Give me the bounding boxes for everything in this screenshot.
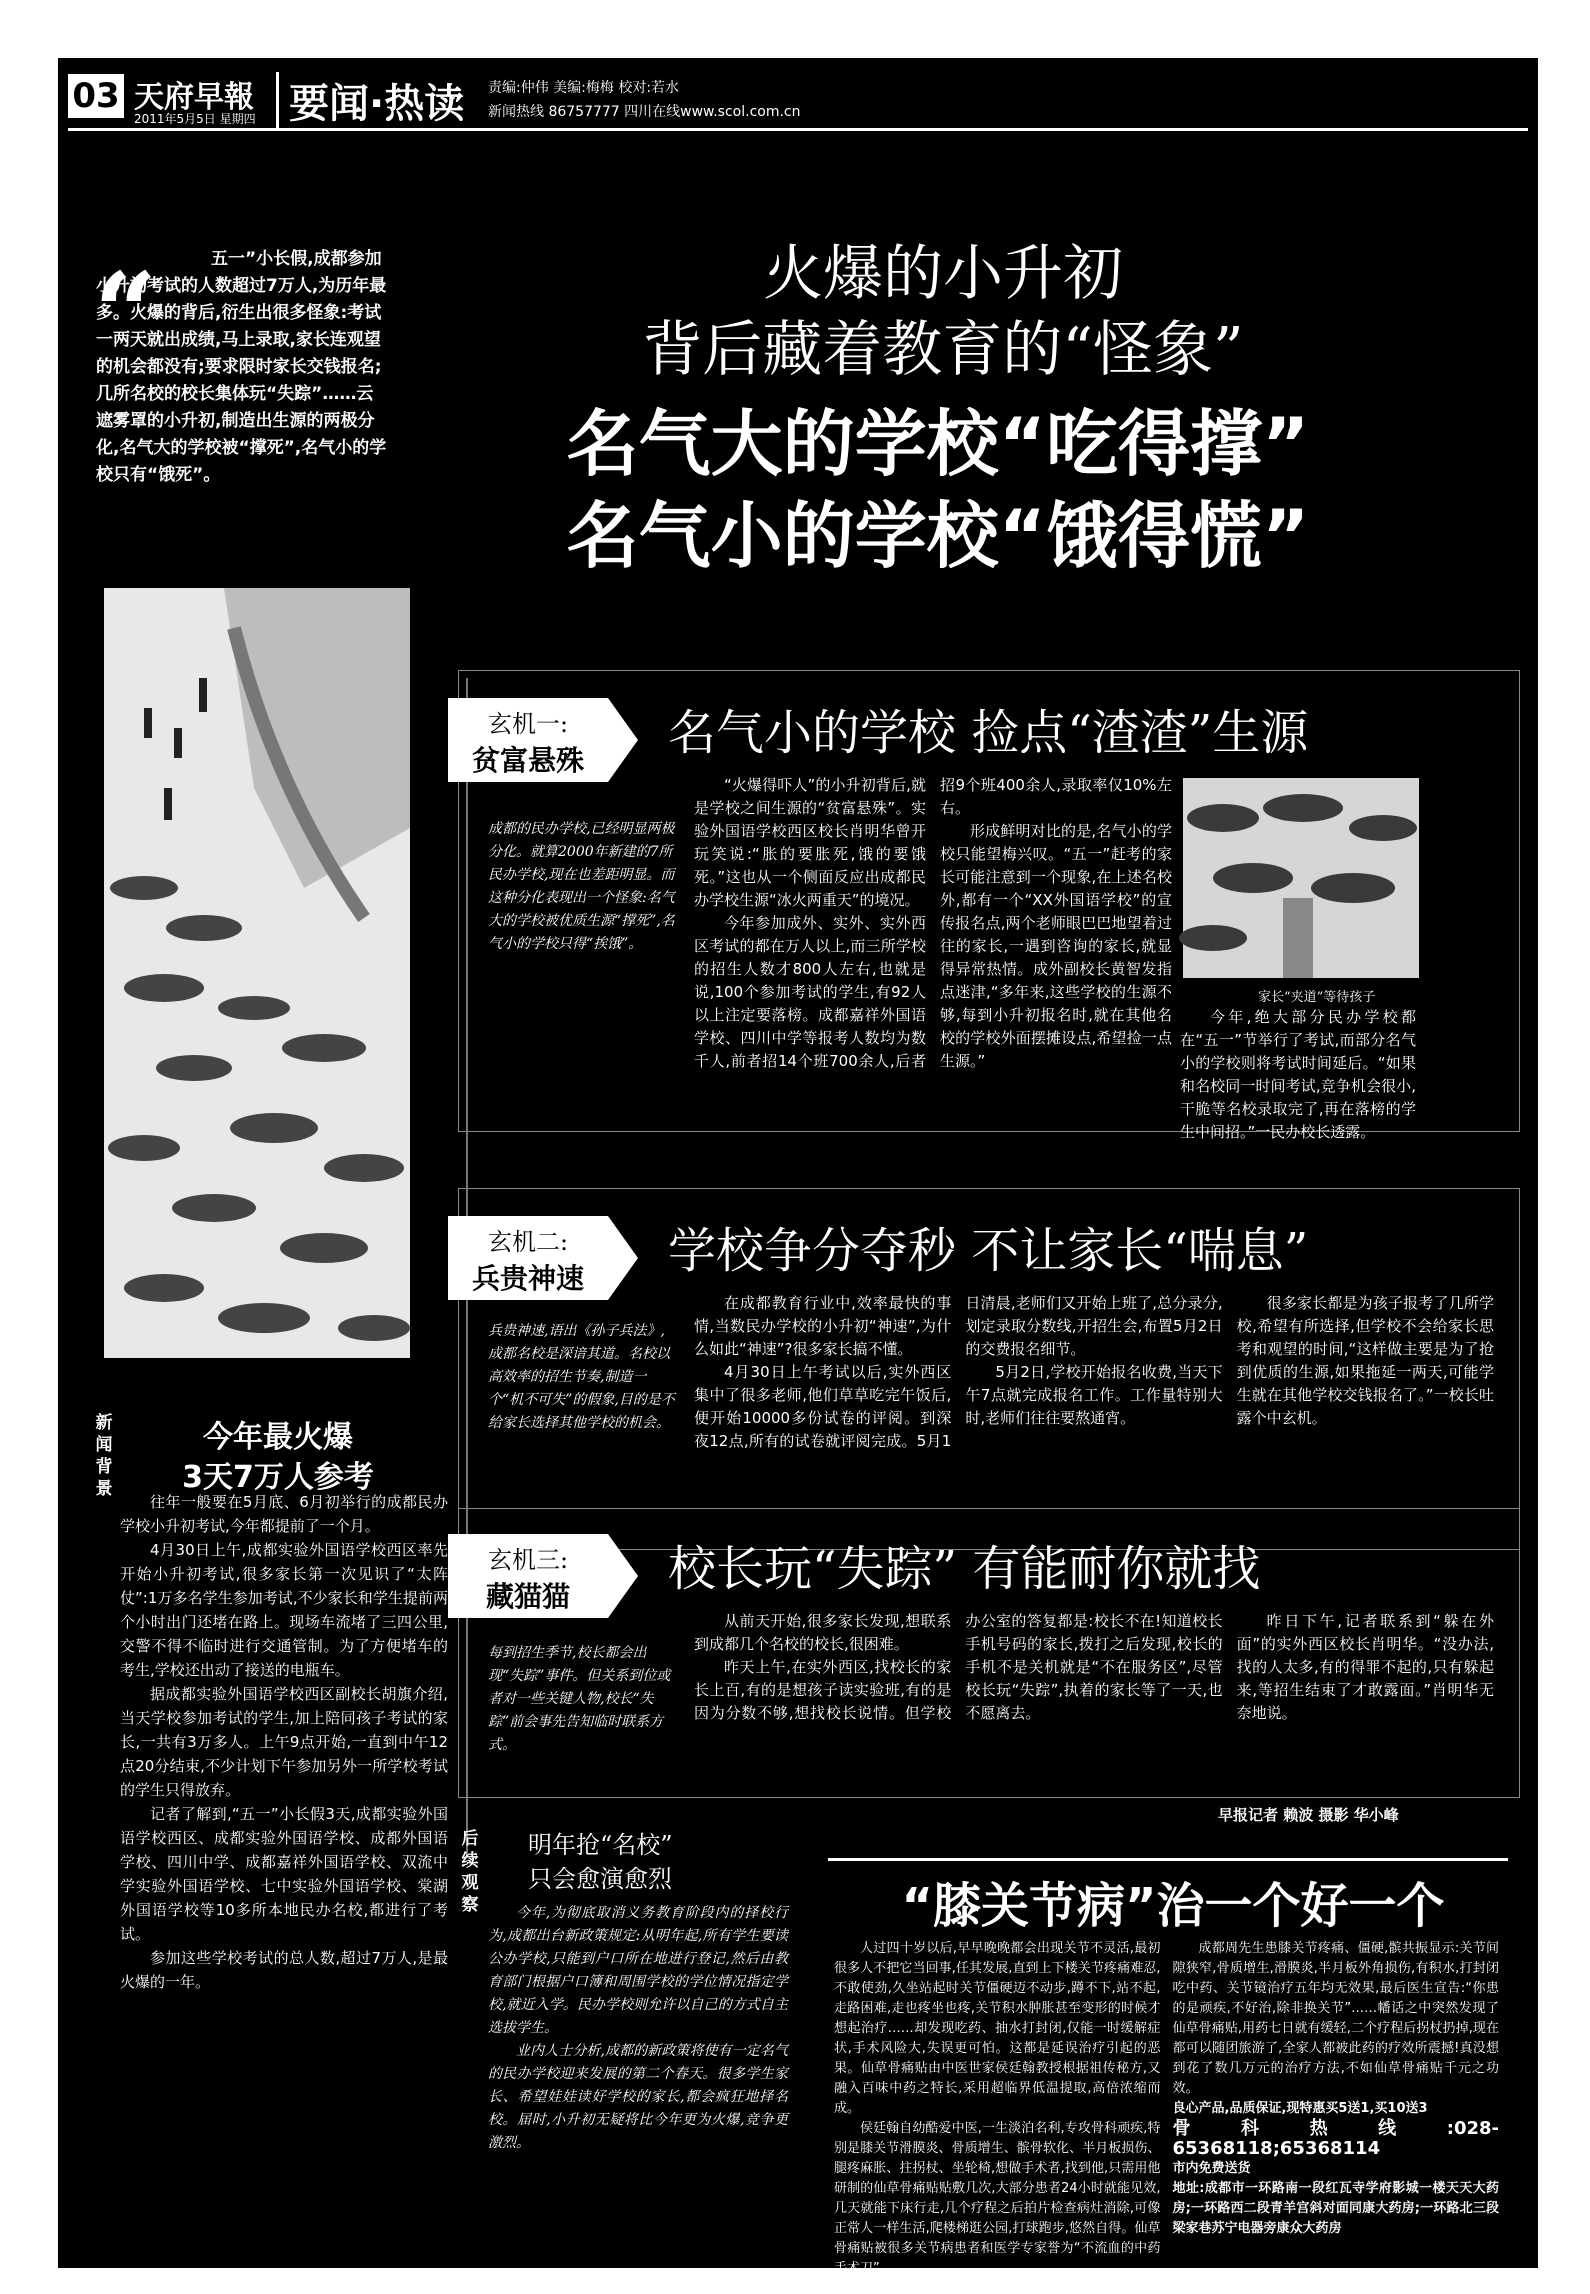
newspaper-page [58, 58, 1538, 2276]
background-paragraph: 往年一般要在5月底、6月初举行的成都民办学校小升初考试,今年都提前了一个月。 [120, 1493, 448, 1535]
ad-paragraph: 侯廷翰自幼酷爱中医,一生淡泊名利,专攻骨科顽疾,特别是膝关节滑膜炎、骨质增生、髌骨软化、半月板损伤、腿疼麻胀、拄拐杖、坐轮椅,想做手术者,找到他,只需用他研制的仙草骨痛贴贴敷几次,大部分患者24小时就能见效,几天就能下床行走,几个疗程之后拍片检查病灶消除,可像正常人一样生活,爬楼梯逛公园,打球跑步,悠然自得。仙草骨痛贴被很多关节病患者和医学专家誉为“不流血的中药手术刀”。 [834, 2121, 1161, 2276]
background-title [118, 1418, 438, 1498]
observation-vertical-label: 后续观察 [461, 1829, 479, 1915]
headline-main [388, 398, 1488, 582]
section-2-tab-label: 玄机二: [487, 1228, 569, 1256]
section-2-paragraph: 在成都教育行业中,效率最快的事情,当数民办学校的小升初“神速”,为什么如此“神速”?很多家长搞不懂。 [694, 1294, 952, 1358]
section-2-tab [448, 1216, 608, 1300]
section-1-sidenote: 成都的民办学校,已经明显两极分化。就算2000年新建的7所民办学校,现在也差距明显。而这种分化表现出一个怪象:名气大的学校被优质生源“撑死”,名气小的学校只得“挨饿”。 [488, 821, 675, 952]
masthead [68, 70, 1528, 131]
observation-paragraph: 今年,为彻底取消义务教育阶段内的择校行为,成都出台新政策规定:从明年起,所有学生要读公办学校,只能到户口所在地进行登记,然后由教育部门根据户口簿和周围学校的学位情况指定学校,就近入学。民办学校则允许以自己的方式自主选拔学生。 [488, 1905, 788, 2036]
section-3-paragraph: 昨天上午,在实外西区,找校长的家长上百,有的是想孩子读实验班,有的是因为分数不够,想找校长说情。但学校办公室的答复都是:校长不在!知道校长手机号码的家长,拨打之后发现,校长的手机不是关机就是“不在服务区”,尽管校长玩“失踪”,执着的家长等了一天,也不愿离去。 [694, 1612, 1223, 1722]
photo-caption: 家长“夹道”等待孩子 [1258, 990, 1376, 1005]
section-1-paragraph: 形成鲜明对比的是,名气小的学校只能望梅兴叹。“五一”赶考的家长可能注意到一个现象,在上述名校外,都有一个“XX外国语学校”的宣传报名点,两个老师眼巴巴地望着过往的家长,一遇到咨询的家长,就显得异常热情。成外副校长黄智发指点迷津,“多年来,这些学校的生源不够,每到小升初报名时,就在其他名校的学校外面摆摊设点,希望捡一点生源。” [940, 822, 1172, 1070]
credits [488, 76, 801, 124]
section-1-paragraph: 今年,绝大部分民办学校都在“五一”节举行了考试,而部分名气小的学校则将考试时间延后。“如果和名校同一时间考试,竞争机会很小,干脆等名校录取完了,再在落榜的学生中间招。”一民办校长透露。 [1180, 1008, 1416, 1141]
background-paragraph: 据成都实验外国语学校西区副校长胡旗介绍,当天学校参加考试的学生,加上陪同孩子考试的家长,一共有3万多人。上午9点开始,一直到中午12点20分结束,不少计划下午参加另外一所学校考试的学生只得放弃。 [120, 1685, 448, 1799]
ad-hotline-label: 骨科热线: [1172, 2118, 1454, 2139]
ad-hotline-number: 028-65368118;65368114 [1172, 2118, 1499, 2159]
quote-mark-icon: “ [94, 248, 158, 377]
intro-paragraph: 五一”小长假,成都参加小升初考试的人数超过7万人,为历年最多。火爆的背后,衍生出很多怪象:考试一两天就出成绩,马上录取,家长连观望的机会都没有;要求限时家长交钱报名;几所名校的校长集体玩“失踪”……云遮雾罩的小升初,制造出生源的两极分化,名气大的学校被“撑死”,名气小的学校只有“饿死”。 [96, 249, 387, 485]
background-vertical-label: 新闻背景 [95, 1413, 113, 1499]
background-paragraph: 4月30日上午,成都实验外国语学校西区率先开始小升初考试,很多家长第一次见识了“太阵仗”:1万多名学生参加考试,不少家长和学生提前两个小时出门还堵在路上。现场车流堵了三四公里,交警不得不临时进行交通管制。为了方便堵车的考生,学校还出动了接送的电瓶车。 [120, 1541, 448, 1679]
ad-hotline [1173, 2119, 1500, 2159]
headline-line-2: 背后藏着教育的“怪象” [642, 315, 1244, 385]
section-name: 要闻·热读 [276, 72, 464, 129]
crowd-photo [104, 588, 410, 1358]
section-1-body [694, 774, 1172, 1114]
headline-line-4: 名气小的学校“饿得慌” [566, 494, 1310, 578]
headline-line-1: 火爆的小升初 [763, 239, 1123, 309]
page-number: 03 [68, 74, 124, 118]
ad-paragraph: 成都周先生患膝关节疼痛、僵硬,髌共振显示:关节间隙狭窄,骨质增生,滑膜炎,半月板外角损伤,有积水,打封闭吃中药、关节镜治疗五年均无效果,最后医生宣告:“你患的是顽疾,不好治,除非换关节”……幡话之中突然发现了仙草骨痛贴,用药七日就有缓轻,二个疗程后拐杖扔掉,现在都可以随团旅游了,全家人都被此药的疗效所震撼!真没想到花了数几万元的治疗方法,不如仙草骨痛贴千元之功效。 [1172, 1941, 1499, 2096]
ad-title: “膝关节病”治一个好一个 [901, 1878, 1445, 1934]
ad-promo: 良心产品,品质保证,现特惠买5送1,买10送3 [1172, 2101, 1428, 2116]
section-2-paragraph: 4月30日上午考试以后,实外西区集中了很多老师,他们草草吃完午饭后,便开始10000多份试卷的评阅。到深夜12点,所有的试卷就评阅完成。5月1日清晨,老师们又开始上班了,总分录分,划定录取分数线,开招生会,布置5月2日的交费报名细节。 [694, 1294, 1223, 1450]
background-title-line-1: 今年最火爆 [203, 1420, 353, 1455]
headline-line-3: 名气大的学校“吃得撑” [566, 402, 1310, 486]
section-2-sidenote: 兵贵神速,语出《孙子兵法》,成都名校是深谙其道。名校以高效率的招生节奏,制造一个“机不可失”的假象,目的是不给家长选择其他学校的机会。 [488, 1323, 675, 1431]
section-3-tab [448, 1534, 608, 1618]
section-1-title: 名气小的学校 捡点“渣渣”生源 [668, 705, 1309, 761]
section-3-tab-title: 藏猫猫 [485, 1580, 570, 1613]
observation-title-line-2: 只会愈演愈烈 [528, 1865, 672, 1893]
parents-photo [1183, 778, 1419, 978]
background-body [120, 1490, 448, 1994]
ad-address: 地址:成都市一环路南一段红瓦寺学府影城一楼天天大药房;一环路西二段青羊宫斜对面同康大药房;一环路北三段梁家巷苏宁电器旁康众大药房 [1172, 2181, 1499, 2236]
section-1-tab-label: 玄机一: [487, 710, 569, 738]
section-3-title: 校长玩“失踪” 有能耐你就找 [668, 1541, 1261, 1597]
section-3-body [694, 1610, 1494, 1790]
section-1-paragraph: “火爆得吓人”的小升初背后,就是学校之间生源的“贫富悬殊”。实验外国语学校西区校长肖明华曾开玩笑说:“胀的要胀死,饿的要饿死。”这也从一个侧面反应出成都民办学校生源“冰火两重天”的境况。 [694, 776, 926, 909]
issue-date: 2011年5月5日 星期四 [134, 112, 256, 126]
section-2-body [694, 1292, 1494, 1532]
section-2-paragraph: 5月2日,学校开始报名收费,当天下午7点就完成报名工作。工作量特别大时,老师们往往要熬通宵。 [965, 1363, 1223, 1427]
section-1-tab [448, 698, 608, 782]
background-title-line-2: 3天7万人参考 [182, 1460, 374, 1495]
credits-editors: 责编:仲伟 美编:梅梅 校对:若水 [488, 80, 680, 96]
ad-body [834, 1939, 1499, 2279]
observation-paragraph: 业内人士分析,成都的新政策将使有一定名气的民办学校迎来发展的第二个春天。很多学生家长、希望娃娃读好学校的家长,都会疯狂地择名校。届时,小升初无疑将比今年更为火爆,竞争更激烈。 [488, 2043, 788, 2151]
section-2-paragraph: 很多家长都是为孩子报考了几所学校,希望有所选择,但学校不会给家长思考和观望的时间,“这样做主要是为了抢到优质的生源,如果拖延一两天,可能学生就在其他学校交钱报名了。”一校长吐露个中玄机。 [1236, 1294, 1494, 1427]
section-3-paragraph: 从前天开始,很多家长发现,想联系到成都几个名校的校长,很困难。 [694, 1612, 952, 1653]
background-paragraph: 记者了解到,“五一”小长假3天,成都实验外国语学校西区、成都实验外国语学校、成都外国语学校、四川中学、成都嘉祥外国语学校、双流中学实验外国语学校、七中实验外国语学校、棠湖外国语学校等10多所本地民办名校,都进行了考试。 [120, 1805, 448, 1943]
byline: 早报记者 赖波 摄影 华小峰 [1218, 1806, 1399, 1824]
observation-body [488, 1902, 788, 2155]
section-2-title: 学校争分夺秒 不让家长“喘息” [668, 1223, 1309, 1279]
ad-paragraph: 人过四十岁以后,早早晚晚都会出现关节不灵活,最初很多人不把它当回事,任其发展,直到上下楼关节疼痛难忍,不敢使劲,久坐站起时关节僵硬迈不动步,蹲不下,站不起,走路困难,走也疼坐也疼,关节积水肿胀甚至变形的时候才想起治疗……却发现吃药、抽水打封闭,仅能一时缓解症状,手术风险大,失误更可怕。这都是延误治疗引起的恶果。仙草骨痛贴由中医世家侯廷翰教授根据祖传秘方,又融入百味中药之特长,采用超临界低温提取,高倍浓缩而成。 [834, 1941, 1161, 2116]
paper-name: 天府早報 [134, 80, 254, 115]
ad-free-delivery: 市内免费送货 [1172, 2161, 1251, 2176]
section-1-tab-title: 贫富悬殊 [471, 744, 584, 777]
credits-hotline: 新闻热线 86757777 四川在线www.scol.com.cn [488, 104, 801, 120]
background-paragraph: 参加这些学校考试的总人数,超过7万人,是最火爆的一年。 [120, 1949, 448, 1991]
headline-top [418, 236, 1468, 388]
observation-title [528, 1828, 673, 1896]
section-3-paragraph: 昨日下午,记者联系到“躲在外面”的实外西区校长肖明华。“没办法,找的人太多,有的得罪不起的,只有躲起来,等招生结束了才敢露面。”肖明华无奈地说。 [1236, 1612, 1494, 1722]
section-1-body-end [1180, 1006, 1416, 1144]
advertisement [828, 1858, 1508, 2276]
section-2-tab-title: 兵贵神速 [471, 1262, 584, 1295]
section-1-paragraph: 今年参加成外、实外、实外西区考试的都在万人以上,而三所学校的招生人数才800人左右,也就是说,100个参加考试的学生,有92人以上注定要落榜。成都嘉祥外国语学校、四川中学等报考人数均为数千人,前者招14个班700余人,后者招9个班400余人,录取率仅10%左右。 [694, 776, 1172, 1070]
section-3-sidenote: 每到招生季节,校长都会出现“失踪”事件。但关系到位或者对一些关键人物,校长“失踪”前会事先告知临时联系方式。 [488, 1645, 671, 1753]
observation-title-line-1: 明年抢“名校” [528, 1831, 673, 1859]
section-3-tab-label: 玄机三: [487, 1546, 569, 1574]
